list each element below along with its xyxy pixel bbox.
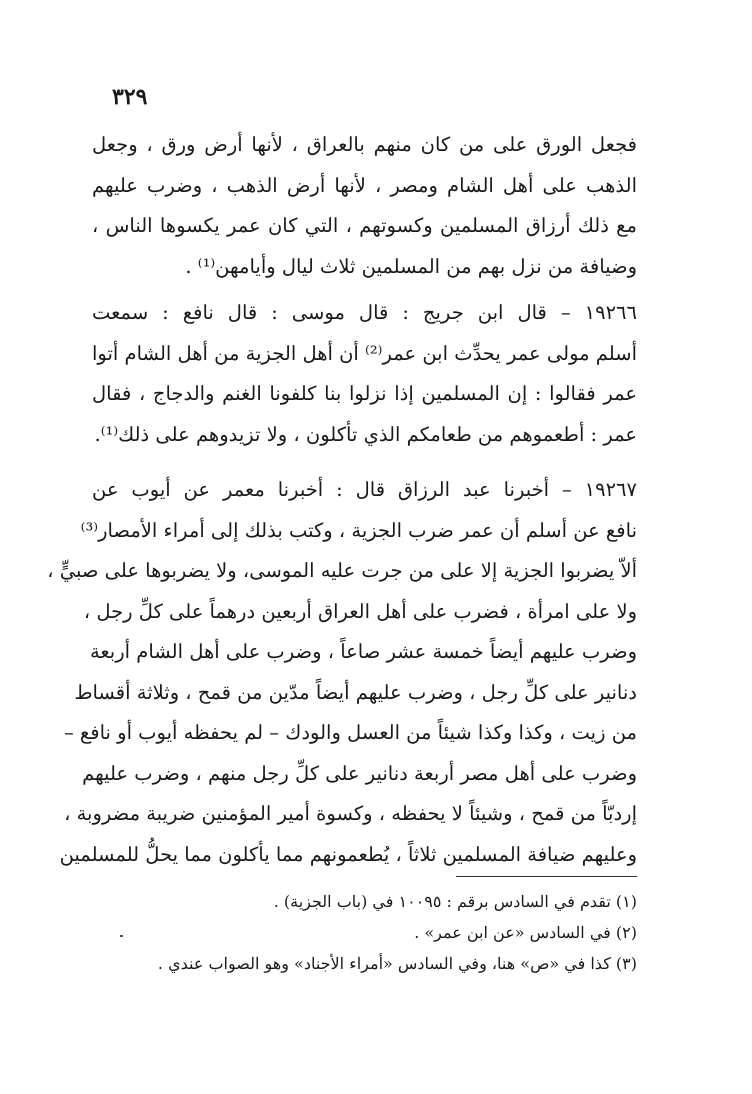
text-line: إردبّاً من قمح ، وشيئاً لا يحفظه ، وكسوة أمير المؤمنين ضريبة مضروبة ، (64, 802, 637, 825)
text-line: ألاّ يضربوا الجزية إلا على من جرت عليه الموسى، ولا يضربوها على صبيٍّ ، (47, 559, 637, 582)
paragraph-hadith-19267 (47, 470, 637, 875)
text-line: ١٩٢٦٧ – أخبرنا عبد الرزاق قال : أخبرنا معمر عن أيوب عن (92, 478, 637, 501)
text-line: فجعل الورق على من كان منهم بالعراق ، لأنها أرض ورق ، وجعل (92, 133, 637, 156)
text-line: مع ذلك أرزاق المسلمين وكسوتهم ، التي كان عمر يكسوها الناس ، (92, 214, 637, 237)
paragraph-1 (92, 125, 637, 287)
text-line: وضرب عليهم أيضاً خمسة عشر صاعاً ، وضرب على أهل الشام أربعة (89, 640, 637, 663)
text-line: ولا على امرأة ، فضرب على أهل العراق أربعين درهماً على كلِّ رجل ، (83, 599, 637, 623)
text-line: عمر فقالوا : إن المسلمين إذا نزلوا بنا كلفونا الغنم والدجاج ، فقال (92, 382, 637, 405)
text-line: وضرب على أهل مصر أربعة دنانير على كلِّ رجل منهم ، وضرب عليهم (82, 761, 637, 785)
text-line: وعليهم ضيافة المسلمين ثلاثاً ، يُطعمونهم مما يأكلون مما يحلُّ للمسلمين (59, 842, 637, 866)
text-line: الذهب على أهل الشام ومصر ، لأنها أرض الذهب ، وضرب عليهم (92, 173, 637, 197)
text-line: نافع عن أسلم أن عمر ضرب الجزية ، وكتب بذلك إلى أمراء الأمصار⁽³⁾ (80, 518, 637, 542)
footnote-1: (١) تقدم في السادس برقم : ١٠٠٩٥ في (باب الجزية) . (273, 892, 637, 911)
footnote-3: (٣) كذا في «ص» هنا، وفي السادس «أمراء الأجناد» وهو الصواب عندي . (157, 954, 637, 973)
text-line: من زيت ، وكذا وكذا شيئاً من العسل والودك – لم يحفظه أيوب أو نافع – (63, 721, 637, 744)
page-number: ٣٢٩ (112, 84, 148, 110)
footnotes (120, 886, 637, 979)
text-line: وضيافة من نزل بهم من المسلمين ثلاث ليال وأيامهن⁽¹⁾ . (185, 254, 637, 278)
text-line: ١٩٢٦٦ – قال ابن جريج : قال موسى : قال نافع : سمعت (92, 301, 637, 324)
text-line: أسلم مولى عمر يحدِّث ابن عمر⁽²⁾ أن أهل الجزية من أهل الشام أتوا (92, 341, 637, 365)
footnote-2: (٢) في السادس «عن ابن عمر» . (414, 923, 637, 942)
text-line: عمر : أطعموهم من طعامكم الذي تأكلون ، ولا تزيدوهم على ذلك⁽¹⁾. (94, 422, 637, 446)
text-line: دنانير على كلِّ رجل ، وضرب عليهم أيضاً مدّين من قمح ، وثلاثة أقساط (74, 680, 637, 704)
paragraph-hadith-19266 (92, 293, 637, 455)
footnote-separator (456, 876, 637, 877)
print-speck (120, 935, 123, 937)
